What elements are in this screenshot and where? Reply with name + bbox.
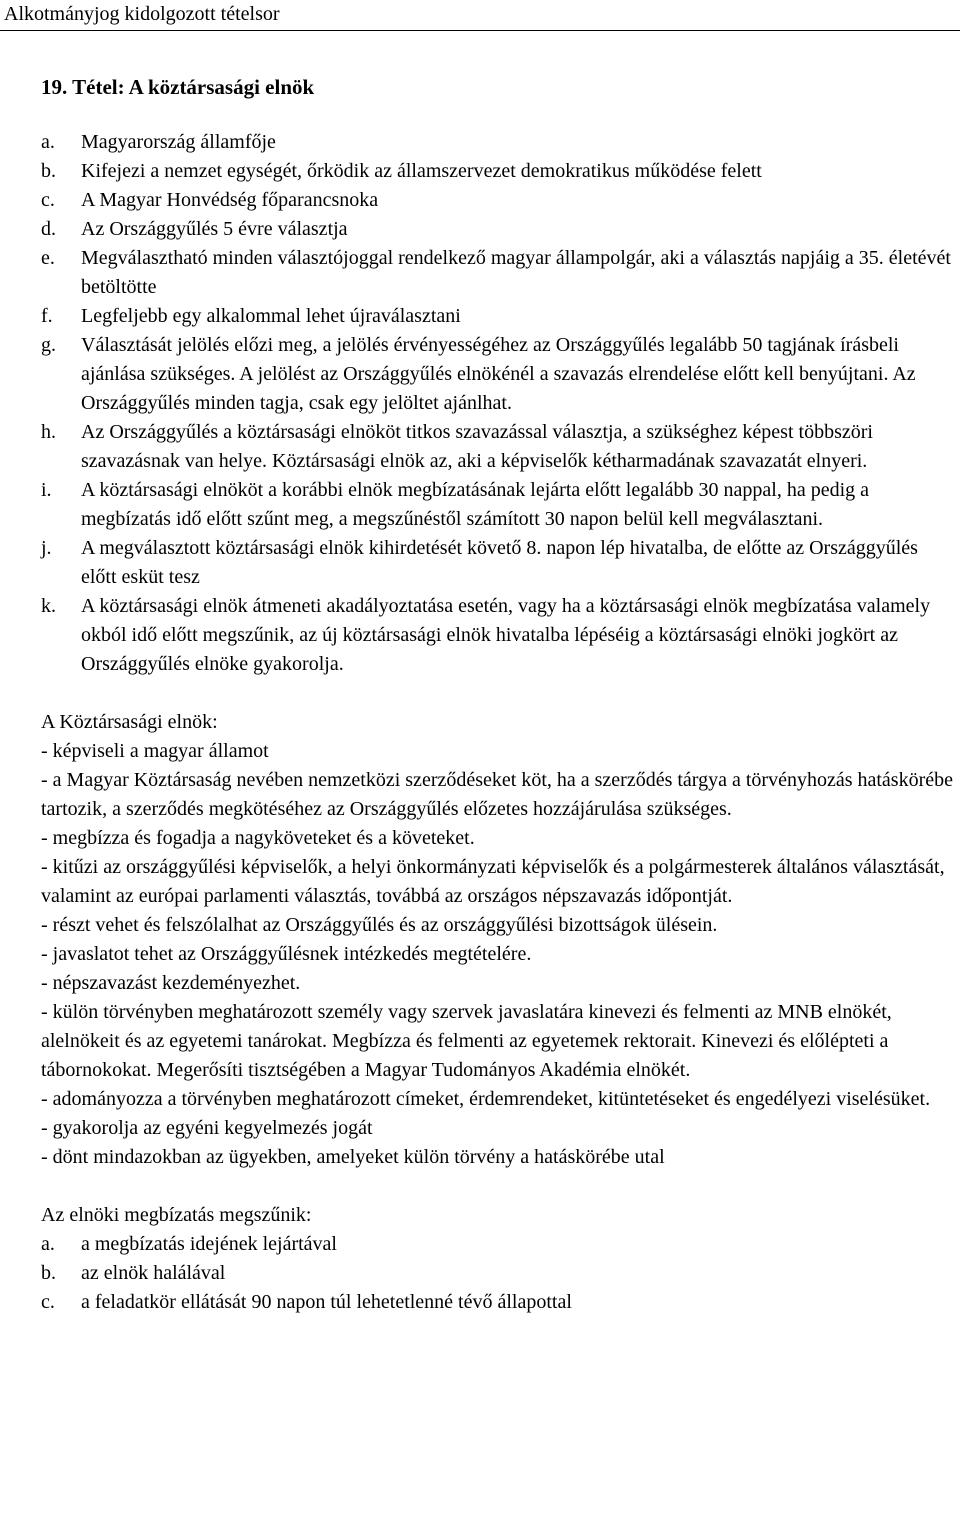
running-header-title: Alkotmányjog kidolgozott tételsor bbox=[4, 3, 280, 25]
list-item: k. A köztársasági elnök átmeneti akadályoztatása esetén, vagy ha a köztársasági elnök megbízatása valamely okból idő előtt megszűnik, az új köztársasági elnök hivatalba lépéséig a köztársasági elnöki jogkört az Országgyűlés elnöke gyakorolja. bbox=[41, 595, 931, 675]
power-line: - külön törvényben meghatározott személy vagy szervek javaslatára kinevezi és felmenti az MNB elnökét, alelnökeit és az egyetemi tanárokat. Megbízza és felmenti az egyetemek rektorait. Kinevezi és előlépteti a tábornokokat. Megerősíti tisztségében a Magyar Tudományos Akadémia elnökét. bbox=[41, 1001, 892, 1081]
powers-heading: A Köztársasági elnök: bbox=[41, 711, 218, 733]
termination-list bbox=[41, 1230, 957, 1317]
list-item: b. az elnök halálával bbox=[41, 1262, 226, 1284]
list-item: b. Kifejezi a nemzet egységét, őrködik az államszervezet demokratikus működése felett bbox=[41, 160, 762, 182]
running-header bbox=[0, 0, 960, 31]
power-line: - javaslatot tehet az Országgyűlésnek intézkedés megtételére. bbox=[41, 943, 532, 965]
power-line: - kitűzi az országgyűlési képviselők, a helyi önkormányzati képviselők és a polgármesterek általános választását, valamint az európai parlamenti választás, továbbá az országos népszavazás időpontját. bbox=[41, 856, 945, 907]
power-line: - adományozza a törvényben meghatározott címeket, érdemrendeket, kitüntetéseket és engedélyezi viselésüket. bbox=[41, 1088, 931, 1110]
document-body bbox=[41, 128, 957, 1317]
list-item: d. Az Országgyűlés 5 évre választja bbox=[41, 218, 348, 240]
properties-list bbox=[41, 128, 957, 679]
power-line: - megbízza és fogadja a nagyköveteket és a követeket. bbox=[41, 827, 475, 849]
power-line: - a Magyar Köztársaság nevében nemzetközi szerződéseket köt, ha a szerződés tárgya a törvényhozás hatáskörébe tartozik, a szerződés megkötéséhez az Országgyűlés előzetes hozzájárulása szükséges. bbox=[41, 769, 953, 820]
power-line: - népszavazást kezdeményezhet. bbox=[41, 972, 301, 994]
list-item: a. a megbízatás idejének lejártával bbox=[41, 1233, 337, 1255]
list-item: c. a feladatkör ellátását 90 napon túl lehetetlenné tévő állapottal bbox=[41, 1291, 572, 1313]
list-item: h. Az Országgyűlés a köztársasági elnököt titkos szavazással választja, a szükséghez képest többszöri szavazásnak van helye. Köztársasági elnök az, aki a képviselők kétharmadának szavazatát elnyeri. bbox=[41, 421, 873, 472]
power-line: - gyakorolja az egyéni kegyelmezés jogát bbox=[41, 1117, 373, 1139]
list-item: i. A köztársasági elnököt a korábbi elnök megbízatásának lejárta előtt legalább 30 nappal, ha pedig a megbízatás idő előtt szűnt meg, a megszűnéstől számított 30 napon belül kell megválasztani. bbox=[41, 479, 870, 530]
page-title: 19. Tétel: A köztársasági elnök bbox=[41, 75, 315, 99]
list-item: a. Magyarország államfője bbox=[41, 131, 276, 153]
termination-heading: Az elnöki megbízatás megszűnik: bbox=[41, 1204, 312, 1226]
list-item: f. Legfeljebb egy alkalommal lehet újraválasztani bbox=[41, 305, 461, 327]
list-item: e. Megválasztható minden választójoggal rendelkező magyar állampolgár, aki a választás napjáig a 35. életévét betöltötte bbox=[41, 247, 951, 298]
power-line: - részt vehet és felszólalhat az Országgyűlés és az országgyűlési bizottságok ülésein. bbox=[41, 914, 718, 936]
power-line: - képviseli a magyar államot bbox=[41, 740, 269, 762]
power-line: - dönt mindazokban az ügyekben, amelyeket külön törvény a hatáskörébe utal bbox=[41, 1146, 665, 1168]
list-item: g. Választását jelölés előzi meg, a jelölés érvényességéhez az Országgyűlés legalább 50 tagjának írásbeli ajánlása szükséges. A jelölést az Országgyűlés elnökénél a szavazás elrendelése előtt kell benyújtani. Az Országgyűlés minden tagja, csak egy jelöltet ajánlhat. bbox=[41, 334, 916, 414]
list-item: c. A Magyar Honvédség főparancsnoka bbox=[41, 189, 379, 211]
powers-list bbox=[41, 737, 957, 1172]
list-item: j. A megválasztott köztársasági elnök kihirdetését követő 8. napon lép hivatalba, de előtte az Országgyűlés előtt esküt tesz bbox=[41, 537, 918, 588]
